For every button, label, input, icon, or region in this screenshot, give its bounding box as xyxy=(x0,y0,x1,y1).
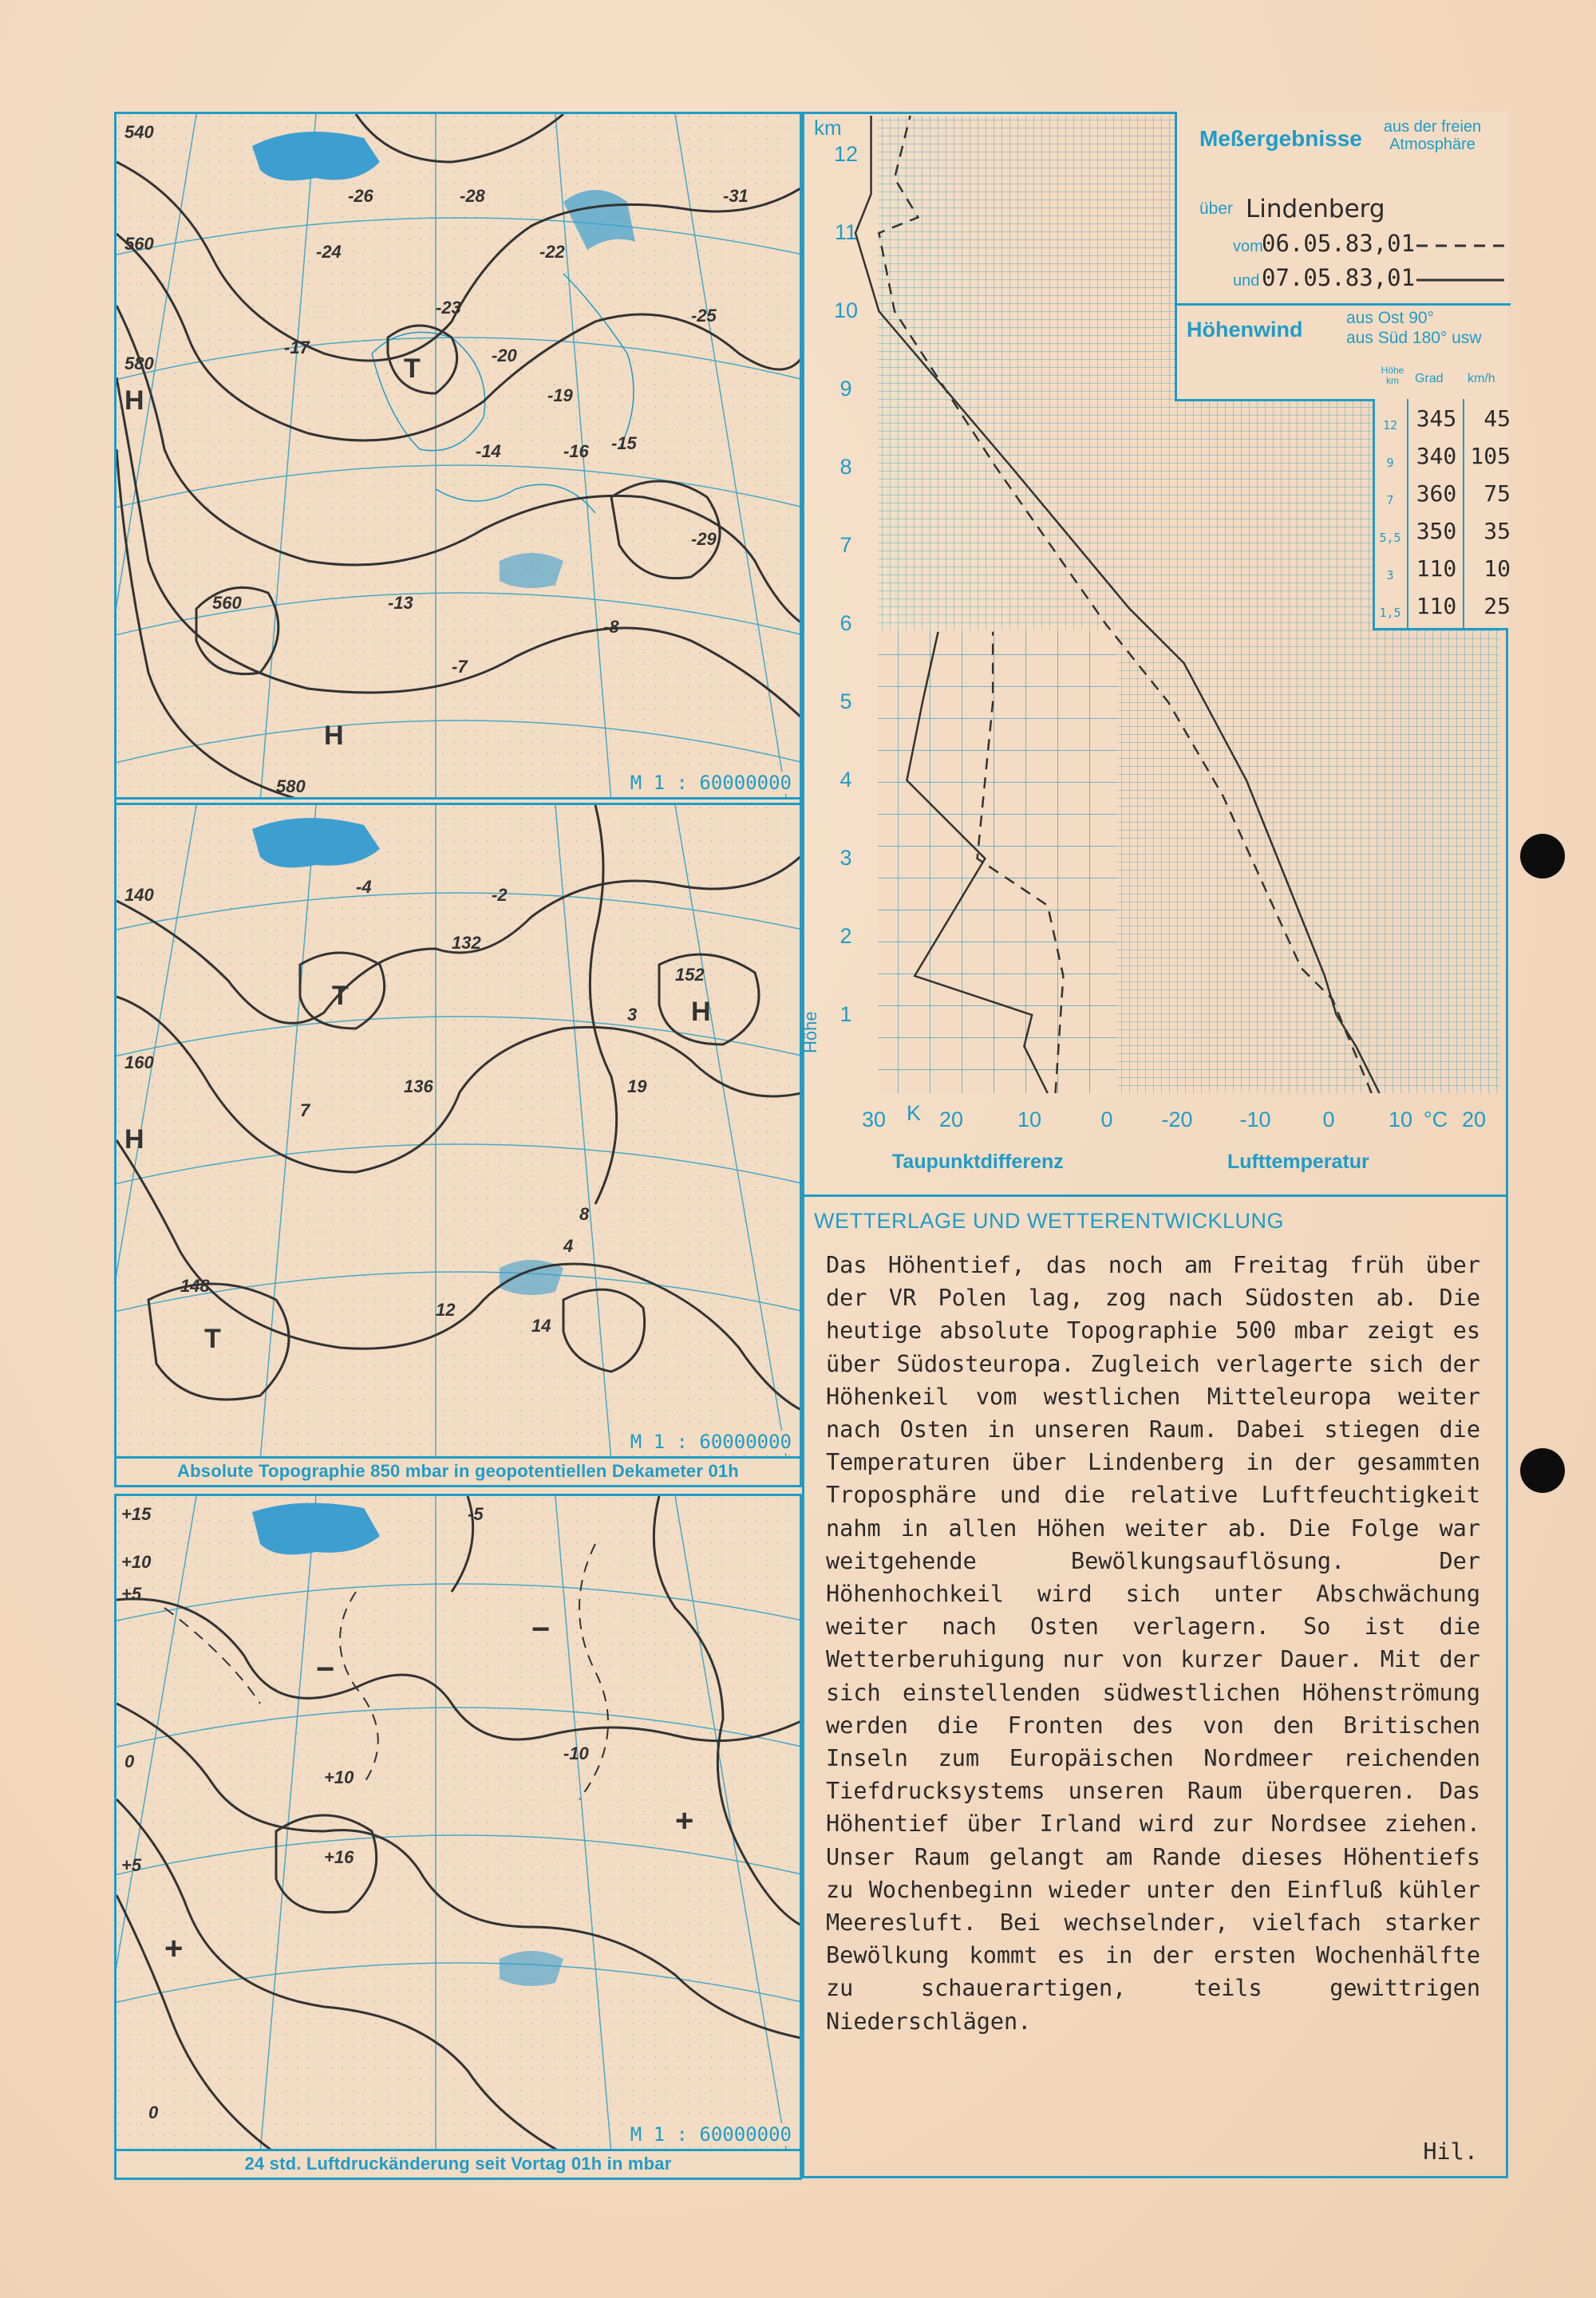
legend-solid-line-sample xyxy=(1416,272,1504,288)
map-500mbar xyxy=(114,112,802,800)
article-paragraph: Das Höhentief, das noch am Freitag früh über der VR Polen lag, zog nach Südosten ab. Die heutige absolute Topographie 500 mbar zeigt es über Südosteuropa. Zugleich verlagerte sich der Höhenkeil vom westlichen Mitteleuropa weiter nach Osten in unseren Raum. Dabei stiegen die Temperaturen über Lindenberg in der gesammten Troposphäre und die relative Luftfeuchtigkeit nahm in allen Höhen weiter ab. Die Folge war weitgehende Bewölkungsauflösung. Der Höhenhochkeil wird sich unter Abschwächung weiter nach Osten verlagern. So ist die Wetterberuhigung nur von kurzer Dauer. Mit der sich einstellenden südwestlichen Höhenströmung werden die Fronten des von den Britischen Inseln zum Europäischen Nordmeer reichenden Tiefdrucksystems unseren Raum überqueren. Das Höhentief über Irland wird zur Nordsee ziehen. Unser Raum gelangt am Rande dieses Höhentiefs zu Wochenbeginn wieder unter den Einfluß kühler Meeresluft. Bei wechselnder, vielfach starker Bewölkung kommt es in der ersten Wochenhälfte zu schauerartigen, teils gewittrigen Niederschlägen. xyxy=(826,1252,1480,2035)
map3-minus-symbol-2: − xyxy=(531,1612,551,1647)
map3-label-plus5b: +5 xyxy=(121,1855,142,1875)
wind-level: 12 xyxy=(1382,418,1398,432)
legend-subtitle: aus der freien Atmosphäre xyxy=(1383,118,1482,153)
map2-label-14: 14 xyxy=(531,1316,551,1336)
wind-row xyxy=(1375,518,1511,555)
legend-dashed-line-sample xyxy=(1416,238,1504,254)
map3-label-plus10: +10 xyxy=(121,1552,152,1572)
wind-col-dir: Grad xyxy=(1415,372,1444,385)
height-tick-6: 6 xyxy=(839,611,852,635)
wind-speed: 10 xyxy=(1483,555,1511,582)
map1-label-17: -17 xyxy=(284,338,310,357)
temp-tick-0: 0 xyxy=(1322,1108,1335,1131)
map3-label-plus16: +16 xyxy=(324,1847,354,1867)
wind-level: 9 xyxy=(1386,456,1394,470)
article-body xyxy=(826,1249,1480,2038)
wind-direction: 340 xyxy=(1416,443,1457,469)
map1-high-symbol: H xyxy=(124,385,144,416)
map1-label-20: -20 xyxy=(492,345,517,365)
map1-label-23: -23 xyxy=(436,298,461,318)
wind-col-height: Höhe km xyxy=(1381,365,1404,386)
map-pressure-change-drawing xyxy=(117,1496,802,2151)
map2-label-4: 4 xyxy=(563,1236,574,1256)
temp-tick-20: 20 xyxy=(1461,1108,1487,1131)
dew-tick-0: 0 xyxy=(1100,1108,1113,1131)
map2-label-8: 8 xyxy=(579,1204,590,1224)
legend-and-date: 07.05.83,01 xyxy=(1262,264,1416,291)
height-tick-4: 4 xyxy=(839,768,852,792)
map1-high-symbol-2: H xyxy=(324,721,344,751)
wind-row xyxy=(1375,555,1511,592)
wind-speed: 75 xyxy=(1483,480,1511,507)
wind-speed: 45 xyxy=(1483,405,1511,432)
wind-direction: 110 xyxy=(1416,555,1457,582)
map2-label-12: 12 xyxy=(436,1300,456,1320)
legend-divider xyxy=(1177,303,1511,306)
height-tick-7: 7 xyxy=(839,533,852,557)
wind-note-2: aus Süd 180° usw xyxy=(1346,329,1482,347)
wind-direction: 360 xyxy=(1416,480,1457,507)
map2-low-symbol-2: T xyxy=(204,1324,221,1354)
map1-label-29: -29 xyxy=(691,529,717,549)
map3-plus-symbol-2: + xyxy=(675,1803,694,1838)
wind-note-1: aus Ost 90° xyxy=(1346,309,1434,327)
map2-label-3: 3 xyxy=(627,1005,638,1025)
map3-minus-symbol: − xyxy=(316,1652,335,1687)
map1-label-28: -28 xyxy=(460,186,485,206)
map1-low-symbol: T xyxy=(404,353,421,384)
wind-direction: 110 xyxy=(1416,593,1457,619)
wind-direction: 350 xyxy=(1416,518,1457,544)
map1-label-16: -16 xyxy=(563,441,589,461)
map1-label-15: -15 xyxy=(611,433,637,453)
km-axis-label: km xyxy=(814,116,842,140)
map1-label-19: -19 xyxy=(547,385,573,405)
temp-tick-10: 10 xyxy=(1388,1108,1413,1131)
map2-label-7: 7 xyxy=(300,1100,310,1120)
map-850mbar-drawing xyxy=(117,805,802,1459)
dew-tick-k: K xyxy=(906,1101,921,1125)
map3-label-0: 0 xyxy=(124,1751,135,1771)
dew-tick-30: 30 xyxy=(861,1108,887,1131)
height-axis-label: Höhe xyxy=(800,1011,820,1053)
wind-level: 1,5 xyxy=(1379,606,1401,620)
height-tick-12: 12 xyxy=(834,142,859,166)
map3-label-minus10: -10 xyxy=(563,1743,589,1763)
map1-label-580: 580 xyxy=(124,353,154,373)
sounding-legend xyxy=(1175,112,1508,401)
wind-speed: 25 xyxy=(1483,593,1511,619)
article-title: WETTERLAGE UND WETTERENTWICKLUNG xyxy=(814,1209,1285,1233)
map3-label-plus5: +5 xyxy=(121,1584,142,1604)
temp-tick-minus10: -10 xyxy=(1239,1108,1271,1131)
wind-speed: 35 xyxy=(1483,518,1511,544)
punch-hole-bottom xyxy=(1520,1448,1565,1493)
article-signature: Hil. xyxy=(1423,2138,1478,2165)
map1-label-560: 560 xyxy=(124,234,154,254)
map-500mbar-drawing xyxy=(117,114,802,800)
wind-level: 5,5 xyxy=(1379,531,1401,545)
map1-label-24: -24 xyxy=(316,242,342,262)
map2-label-132: 132 xyxy=(452,933,481,953)
map1-label-580b: 580 xyxy=(276,776,306,796)
dew-panel-grid xyxy=(878,630,1117,1093)
map1-label-26: -26 xyxy=(348,186,373,206)
map1-scale: M 1 : 60000000 xyxy=(627,772,795,794)
map3-label-minus5: -5 xyxy=(468,1504,484,1524)
map2-high-symbol-2: H xyxy=(691,997,711,1027)
map3-plus-symbol: + xyxy=(164,1931,184,1966)
map2-label-152: 152 xyxy=(675,965,705,985)
wind-direction: 345 xyxy=(1416,405,1457,432)
map1-label-22: -22 xyxy=(539,242,565,262)
map2-caption: Absolute Topographie 850 mbar in geopotentiellen Dekameter 01h xyxy=(114,1459,802,1487)
wind-table xyxy=(1373,399,1511,630)
legend-over: über xyxy=(1199,199,1234,218)
map3-scale: M 1 : 60000000 xyxy=(627,2123,795,2146)
wind-row xyxy=(1375,405,1511,442)
punch-hole-top xyxy=(1520,834,1565,879)
map2-label-minus4: -4 xyxy=(356,877,372,897)
height-tick-9: 9 xyxy=(839,377,852,401)
wind-level: 3 xyxy=(1386,568,1394,582)
map3-label-plus10b: +10 xyxy=(324,1767,354,1787)
legend-title: Meßergebnisse xyxy=(1199,126,1362,151)
legend-and-prefix: und xyxy=(1233,272,1260,290)
height-tick-2: 2 xyxy=(839,924,852,948)
dew-axis-label: Taupunktdifferenz xyxy=(892,1151,1064,1173)
map2-label-136: 136 xyxy=(404,1076,433,1096)
map2-scale: M 1 : 60000000 xyxy=(627,1431,795,1453)
map2-label-148: 148 xyxy=(180,1276,210,1296)
map1-label-13: -13 xyxy=(388,593,413,613)
map1-label-560b: 560 xyxy=(212,593,242,613)
dew-tick-20: 20 xyxy=(938,1108,964,1131)
map1-label-7: -7 xyxy=(452,657,468,677)
wind-row xyxy=(1375,443,1511,480)
height-tick-8: 8 xyxy=(839,455,852,479)
map3-caption: 24 std. Luftdruckänderung seit Vortag 01h in mbar xyxy=(114,2151,802,2180)
map2-high-symbol: H xyxy=(124,1124,144,1155)
legend-from-date: 06.05.83,01 xyxy=(1262,230,1416,257)
wind-level: 7 xyxy=(1386,493,1394,507)
map1-label-25: -25 xyxy=(691,306,717,326)
map2-label-160: 160 xyxy=(124,1052,154,1072)
height-tick-3: 3 xyxy=(839,846,852,870)
map2-label-19: 19 xyxy=(627,1076,647,1096)
map3-label-0b: 0 xyxy=(148,2103,159,2122)
legend-from-prefix: vom xyxy=(1233,238,1263,255)
map1-label-31: -31 xyxy=(723,186,749,206)
dew-tick-10: 10 xyxy=(1017,1108,1042,1131)
map3-label-plus15: +15 xyxy=(121,1504,152,1524)
map1-label-14: -14 xyxy=(476,441,501,461)
height-tick-10: 10 xyxy=(834,298,859,322)
map-850mbar xyxy=(114,803,802,1459)
temp-tick-degc: °C xyxy=(1423,1108,1448,1131)
wind-row xyxy=(1375,593,1511,630)
height-tick-5: 5 xyxy=(839,689,852,713)
wind-speed: 105 xyxy=(1470,443,1511,469)
wind-col-speed: km/h xyxy=(1468,372,1495,385)
map2-label-140: 140 xyxy=(124,885,154,905)
map2-label-minus2: -2 xyxy=(492,885,508,905)
temp-axis-label: Lufttemperatur xyxy=(1227,1151,1369,1173)
map2-low-symbol: T xyxy=(332,981,349,1011)
wind-title: Höhenwind xyxy=(1187,318,1303,342)
height-tick-1: 1 xyxy=(839,1002,852,1026)
legend-station: Lindenberg xyxy=(1246,195,1385,223)
map-pressure-change xyxy=(114,1494,802,2151)
wind-row xyxy=(1375,480,1511,517)
map1-label-8: -8 xyxy=(603,617,619,637)
height-tick-11: 11 xyxy=(834,220,858,244)
map1-label-540: 540 xyxy=(124,122,154,142)
temp-tick-minus20: -20 xyxy=(1161,1108,1193,1131)
